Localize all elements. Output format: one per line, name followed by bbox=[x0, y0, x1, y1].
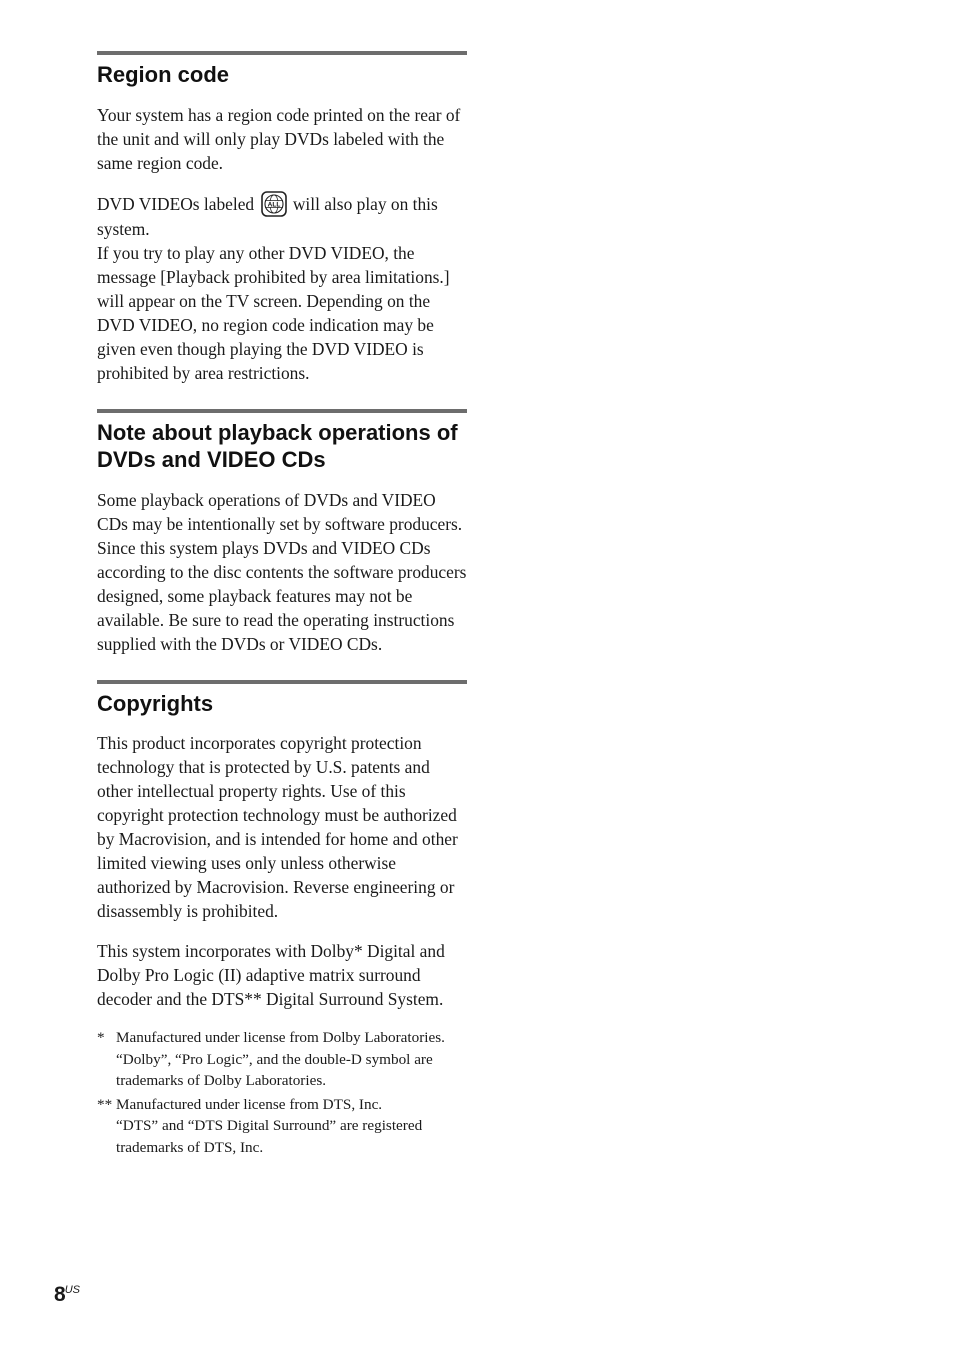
section-rule bbox=[97, 409, 467, 413]
footnote bbox=[97, 1094, 467, 1159]
page-column bbox=[97, 51, 467, 1183]
section-heading: Note about playback operations of DVDs and VIDEO CDs bbox=[97, 419, 458, 472]
text: DVD VIDEOs labeled bbox=[97, 193, 255, 214]
section-copyrights bbox=[97, 680, 467, 1159]
section-rule bbox=[97, 680, 467, 684]
paragraph: This system incorporates with Dolby* Digital and Dolby Pro Logic (II) adaptive matrix surround decoder and the DTS** Digital Surround System. bbox=[97, 941, 445, 1009]
footnote-mark: ** bbox=[97, 1095, 113, 1113]
page-number bbox=[54, 1283, 80, 1307]
page-number-suffix: US bbox=[64, 1284, 80, 1296]
section-rule bbox=[97, 51, 467, 55]
footnote-line: Manufactured under license from Dolby Laboratories. bbox=[116, 1029, 445, 1046]
page-number-value: 8 bbox=[54, 1283, 65, 1306]
text: will also play on this system. bbox=[97, 193, 438, 239]
section-region-code bbox=[97, 51, 467, 385]
footnote-line: Manufactured under license from DTS, Inc. bbox=[116, 1095, 383, 1113]
footnote bbox=[97, 1027, 467, 1092]
footnote-mark: * bbox=[97, 1029, 105, 1046]
region-all-globe-icon bbox=[261, 191, 287, 217]
paragraph: Some playback operations of DVDs and VIDEO CDs may be intentionally set by software producers. Since this system plays DVDs and VIDEO CDs according to the disc contents the software producers designed, some playback features may not be available. Be sure to read the operating instructions supplied with the DVDs or VIDEO CDs. bbox=[97, 489, 467, 654]
footnote-line: “Dolby”, “Pro Logic”, and the double-D symbol are trademarks of Dolby Laboratories. bbox=[116, 1050, 433, 1090]
section-playback-note bbox=[97, 409, 467, 656]
region-logo-text: ALL bbox=[267, 200, 280, 208]
section-heading: Copyrights bbox=[97, 690, 214, 716]
footnote-line: “DTS” and “DTS Digital Surround” are registered trademarks of DTS, Inc. bbox=[116, 1117, 423, 1156]
paragraph: If you try to play any other DVD VIDEO, the message [Playback prohibited by area limitations.] will appear on the TV screen. Depending on the DVD VIDEO, no region code indication may be given even though playing the DVD VIDEO is prohibited by area restrictions. bbox=[97, 242, 450, 383]
paragraph-with-logo bbox=[97, 191, 467, 241]
paragraph: This product incorporates copyright protection technology that is protected by U.S. patents and other intellectual property rights. Use of this copyright protection technology must be authorized by Macrovision, and is intended for home and other limited viewing uses only unless otherwise authorized by Macrovision. Reverse engineering or disassembly is prohibited. bbox=[97, 733, 458, 921]
footnotes bbox=[97, 1027, 467, 1159]
section-heading: Region code bbox=[97, 62, 230, 87]
paragraph: Your system has a region code printed on the rear of the unit and will only play DVDs labeled with the same region code. bbox=[97, 104, 461, 173]
